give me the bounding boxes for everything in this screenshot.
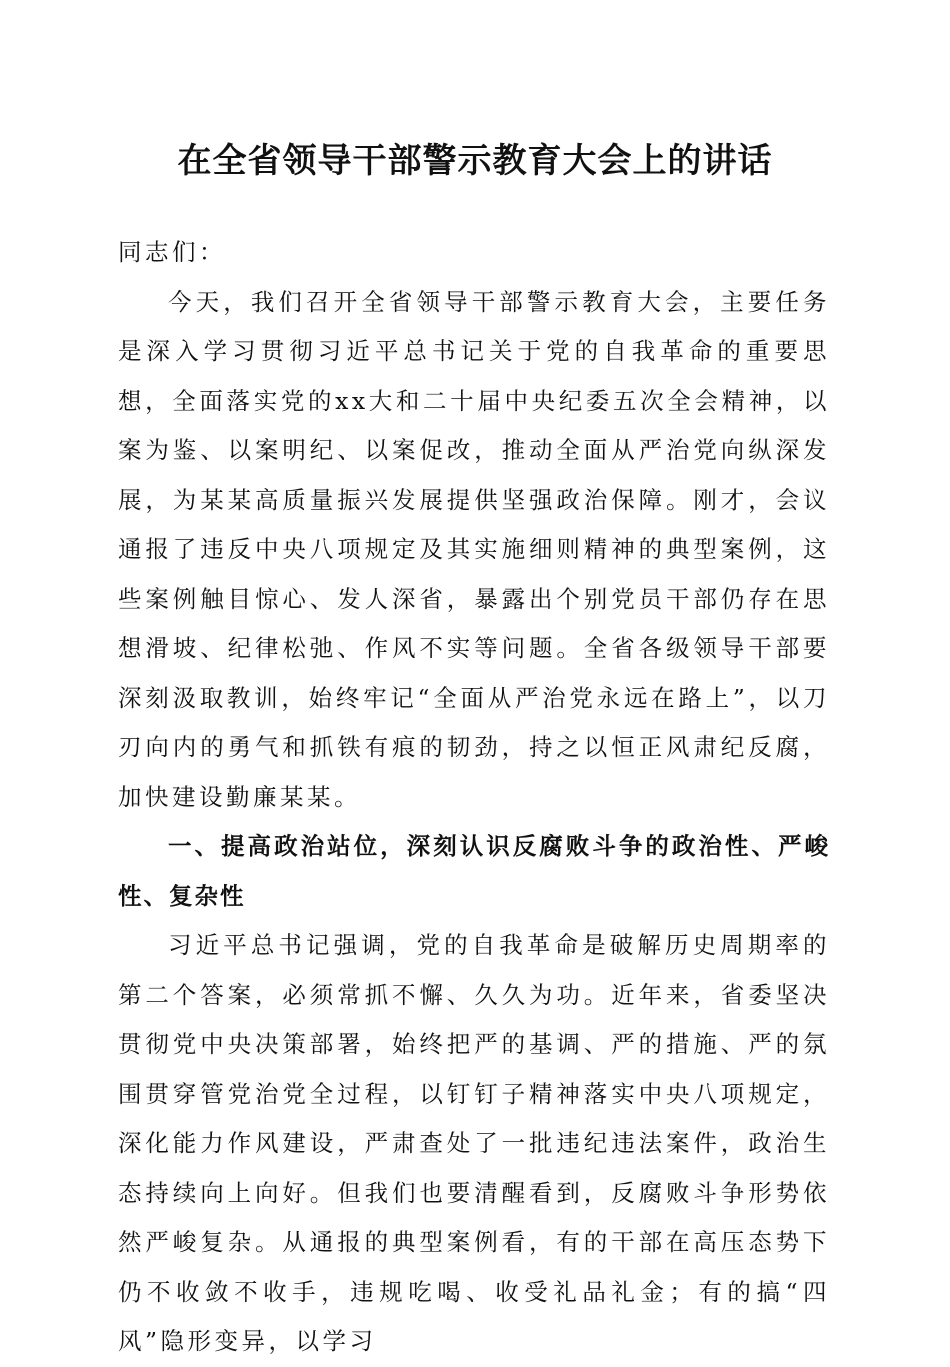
greeting: 同志们： [118, 238, 226, 266]
document-title: 在全省领导干部警示教育大会上的讲话 [177, 141, 773, 181]
paragraph-section-1: 习近平总书记强调，党的自我革命是破解历史周期率的第二个答案，必须常抓不懈、久久为功。近年来，省委坚决贯彻党中央决策部署，始终把严的基调、严的措施、严的氛围贯穿管党治党全过程，以钉钉子精神落实中央八项规定，深化能力作风建设，严肃查处了一批违纪违法案件，政治生态持续向上向好。但我们也要清醒看到，反腐败斗争形势依然严峻复杂。从通报的典型案例看，有的干部在高压态势下仍不收敛不收手，违规吃喝、收受礼品礼金；有的搞“四风”隐形变异，以学习 [118, 931, 830, 1355]
section-heading-1: 一、提高政治站位，深刻认识反腐败斗争的政治性、严峻性、复杂性 [118, 832, 830, 910]
document-body [118, 228, 830, 1367]
paragraph-intro: 今天，我们召开全省领导干部警示教育大会，主要任务是深入学习贯彻习近平总书记关于党的自我革命的重要思想，全面落实党的xx大和二十届中央纪委五次全会精神，以案为鉴、以案明纪、以案促改，推动全面从严治党向纵深发展，为某某高质量振兴发展提供坚强政治保障。刚才，会议通报了违反中央八项规定及其实施细则精神的典型案例，这些案例触目惊心、发人深省，暴露出个别党员干部仍存在思想滑坡、纪律松弛、作风不实等问题。全省各级领导干部要深刻汲取教训，始终牢记“全面从严治党永远在路上”，以刀刃向内的勇气和抓铁有痕的韧劲，持之以恒正风肃纪反腐，加快建设勤廉某某。 [118, 287, 830, 811]
